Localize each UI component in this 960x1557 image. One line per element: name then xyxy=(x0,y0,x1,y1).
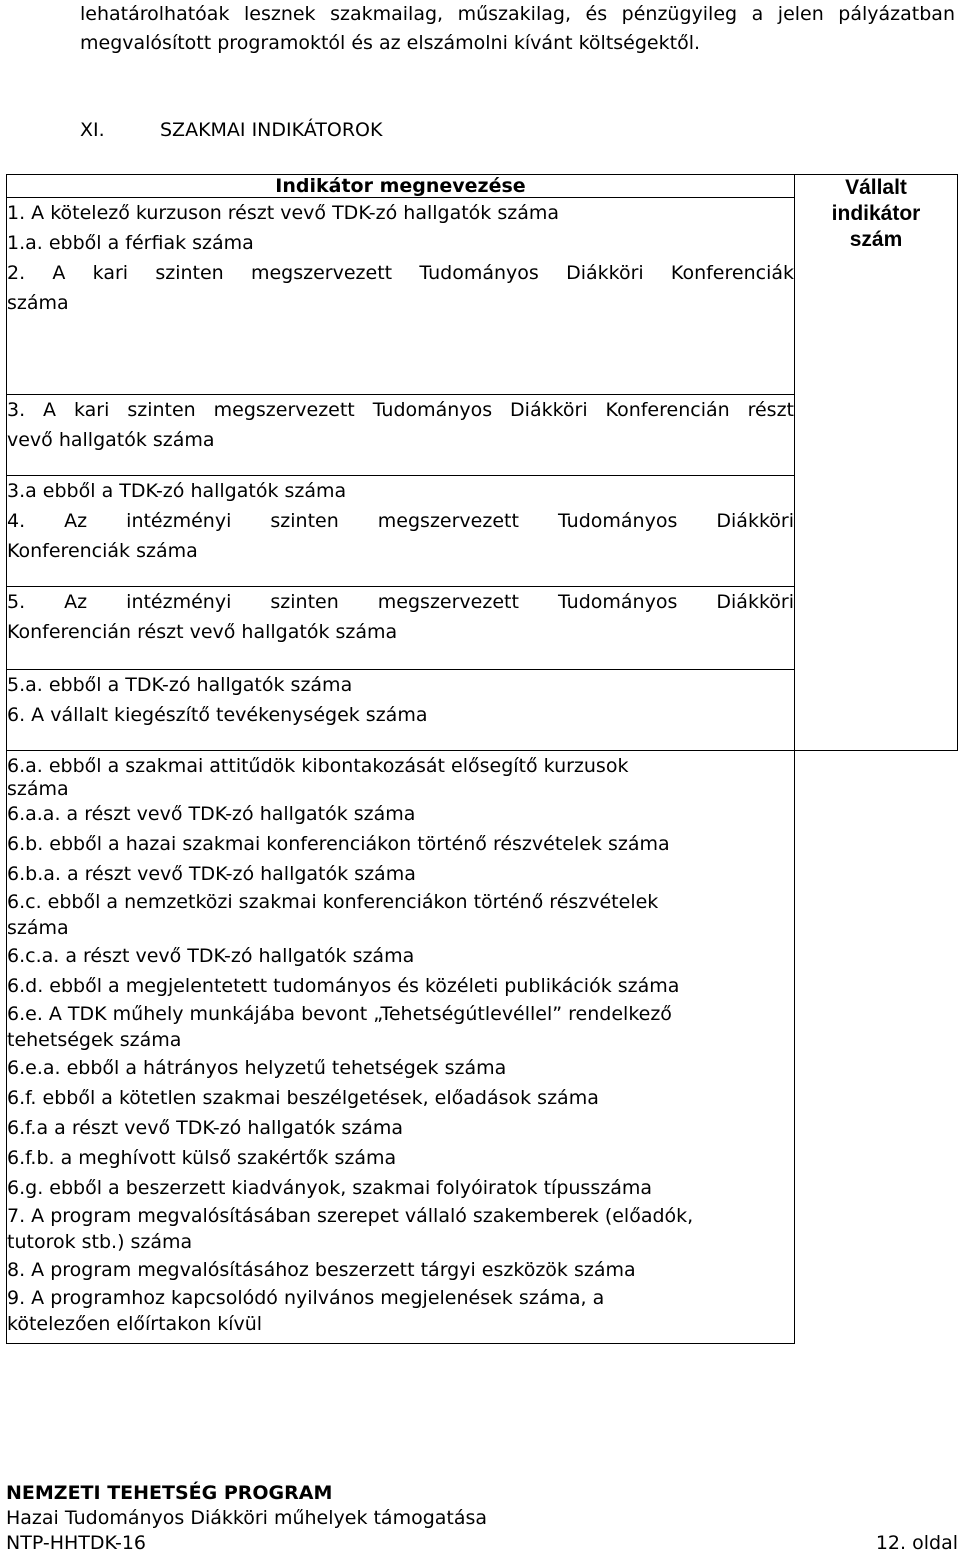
indicator-item: 6.g. ebből a beszerzett kiadványok, szakmai folyóiratok típusszáma xyxy=(7,1177,652,1199)
indicator-item: 6.a. ebből a szakmai attitűdök kibontakozását elősegítő kurzusok xyxy=(7,755,629,777)
indicator-item: 7. A program megvalósításában szerepet vállaló szakemberek (előadók, xyxy=(7,1205,694,1227)
indicator-item: 1. A kötelező kurzuson részt vevő TDK-zó hallgatók száma xyxy=(7,202,560,224)
indicator-item: 5.a. ebből a TDK-zó hallgatók száma xyxy=(7,674,353,696)
indicator-item: 6. A vállalt kiegészítő tevékenységek száma xyxy=(7,704,428,726)
indicator-item: 6.b.a. a részt vevő TDK-zó hallgatók száma xyxy=(7,863,416,885)
value-header-line: Vállalt xyxy=(845,176,907,199)
footer-program: NEMZETI TEHETSÉG PROGRAM xyxy=(6,1482,333,1504)
indicator-item: 6.a.a. a részt vevő TDK-zó hallgatók száma xyxy=(7,803,416,825)
indicator-item: száma xyxy=(7,292,69,314)
indicator-item: 1.a. ebből a férfiak száma xyxy=(7,232,254,254)
page-footer xyxy=(6,1481,958,1556)
indicator-item: száma xyxy=(7,917,69,939)
indicator-item: 6.d. ebből a megjelentetett tudományos és közéleti publikációk száma xyxy=(7,975,680,997)
indicator-item: Konferencián részt vevő hallgatók száma xyxy=(7,621,398,643)
indicator-item: vevő hallgatók száma xyxy=(7,429,215,451)
indicator-item: 6.f. ebből a kötetlen szakmai beszélgetések, előadások száma xyxy=(7,1087,599,1109)
indicator-item: 5. Az intézményi szinten megszervezett Tudományos Diákköri xyxy=(7,591,794,613)
committed-value-header xyxy=(795,175,958,751)
indicator-item: száma xyxy=(7,778,69,800)
indicator-item: 6.e. A TDK műhely munkájába bevont „Tehetségútlevéllel” rendelkező xyxy=(7,1003,672,1025)
indicator-item: tutorok stb.) száma xyxy=(7,1231,193,1253)
indicator-item: 8. A program megvalósításához beszerzett tárgyi eszközök száma xyxy=(7,1259,636,1281)
indicator-item: 3. A kari szinten megszervezett Tudományos Diákköri Konferencián részt xyxy=(7,399,794,421)
indicator-name-header: Indikátor megnevezése xyxy=(7,175,795,198)
indicator-item: tehetségek száma xyxy=(7,1029,182,1051)
value-header-line: indikátor xyxy=(831,202,921,225)
indicator-item: 3.a ebből a TDK-zó hallgatók száma xyxy=(7,480,347,502)
section-heading xyxy=(80,116,382,144)
value-header-line: szám xyxy=(849,228,903,251)
indicator-item: 6.c. ebből a nemzetközi szakmai konferenciákon történő részvételek xyxy=(7,891,659,913)
indicator-item: 9. A programhoz kapcsolódó nyilvános megjelenések száma, a xyxy=(7,1287,605,1309)
section-number: XI. xyxy=(80,119,105,141)
indicator-item: 2. A kari szinten megszervezett Tudományos Diákköri Konferenciák xyxy=(7,262,794,284)
indicator-item: 6.b. ebből a hazai szakmai konferenciákon történő részvételek száma xyxy=(7,833,670,855)
footer-code: NTP-HHTDK-16 xyxy=(6,1532,147,1554)
indicator-item: kötelezően előírtakon kívül xyxy=(7,1313,263,1335)
footer-subtitle: Hazai Tudományos Diákköri műhelyek támogatása xyxy=(6,1507,488,1529)
indicator-item: 6.f.b. a meghívott külső szakértők száma xyxy=(7,1147,397,1169)
indicator-item: 6.f.a a részt vevő TDK-zó hallgatók száma xyxy=(7,1117,404,1139)
indicator-table xyxy=(6,174,958,1344)
section-title: SZAKMAI INDIKÁTOROK xyxy=(160,119,383,141)
indicator-item: 6.e.a. ebből a hátrányos helyzetű tehetségek száma xyxy=(7,1057,507,1079)
indicator-item: 6.c.a. a részt vevő TDK-zó hallgatók száma xyxy=(7,945,415,967)
intro-paragraph: lehatárolhatóak lesznek szakmailag, műszakilag, és pénzügyileg a jelen pályázatban megvalósított programoktól és az elszámolni kívánt költségektől. xyxy=(80,3,955,54)
table-row xyxy=(7,751,958,1344)
indicator-item: Konferenciák száma xyxy=(7,540,198,562)
table-header-row xyxy=(7,175,958,198)
indicator-item: 4. Az intézményi szinten megszervezett Tudományos Diákköri xyxy=(7,510,794,532)
page-number: 12. oldal xyxy=(875,1532,958,1554)
